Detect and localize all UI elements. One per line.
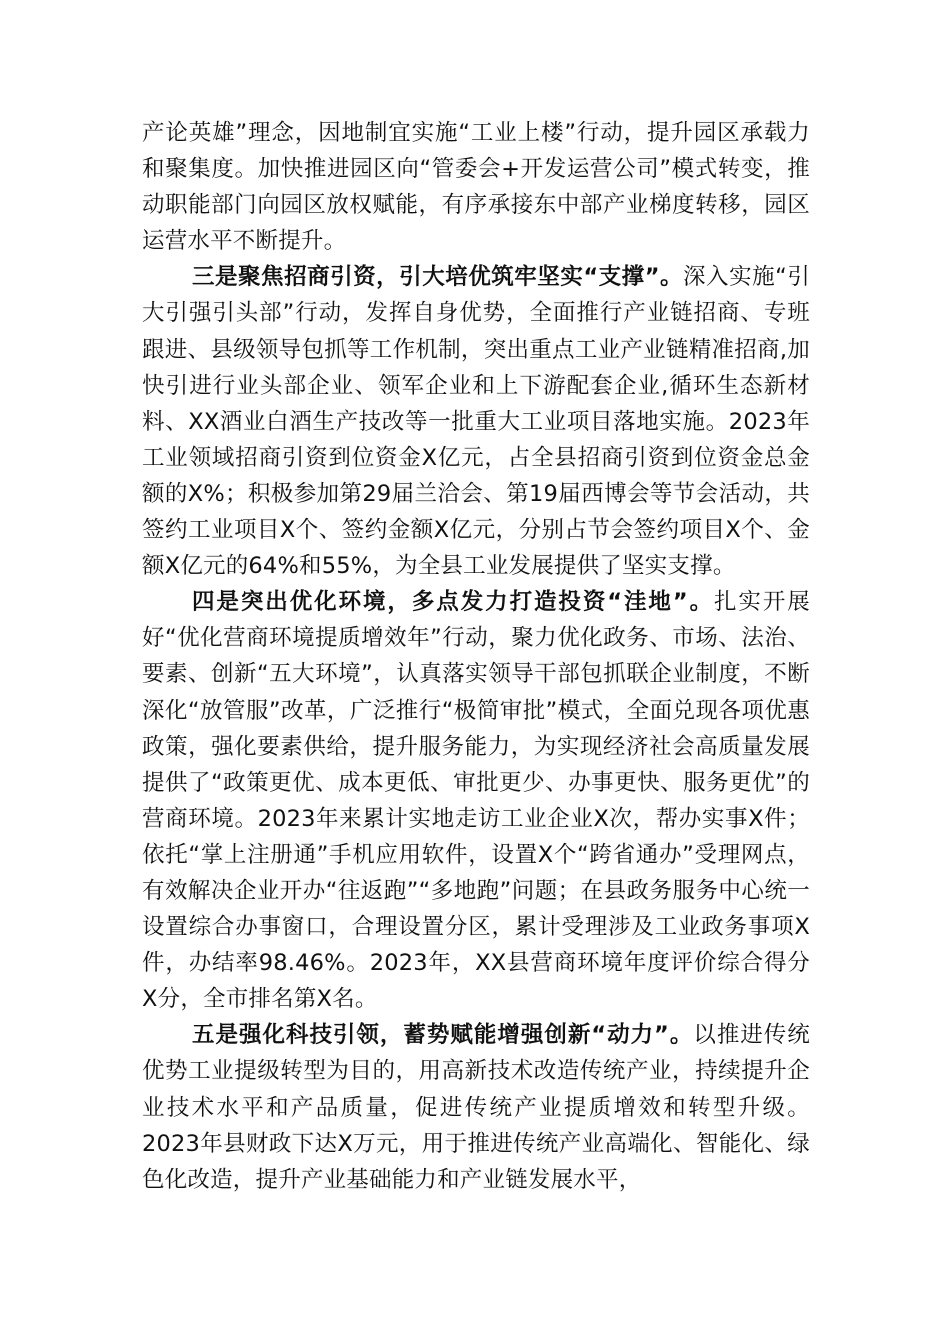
paragraph-continuation	[142, 115, 810, 259]
document-body	[142, 115, 810, 1198]
paragraph-heading: 五是强化科技引领，蓄势赋能增强创新“动力”。	[192, 1022, 694, 1049]
paragraph-business-environment	[142, 584, 810, 1017]
paragraph-body-text: 深入实施“引大引强引头部”行动，发挥自身优势，全面推行产业链招商、专班跟进、县级领导包抓等工作机制，突出重点工业产业链精准招商,加快引进行业头部企业、领军企业和上下游配套企业,循环生态新材料、XX酒业白酒生产技改等一批重大工业项目落地实施。2023年工业领域招商引资到位资金X亿元，占全县招商引资到位资金总金额的X%；积极参加第29届兰洽会、第19届西博会等节会活动，共签约工业项目X个、签约金额X亿元，分别占节会签约项目X个、金额X亿元的64%和55%，为全县工业发展提供了坚实支撑。	[142, 264, 810, 580]
paragraph-heading: 三是聚焦招商引资，引大培优筑牢坚实“支撑”。	[192, 264, 684, 291]
paragraph-body-text: 扎实开展好“优化营商环境提质增效年”行动，聚力优化政务、市场、法治、要素、创新“五大环境”，认真落实领导干部包抓联企业制度，不断深化“放管服”改革，广泛推行“极简审批”模式，全面兑现各项优惠政策，强化要素供给，提升服务能力，为实现经济社会高质量发展提供了“政策更优、成本更低、审批更少、办事更快、服务更优”的营商环境。2023年来累计实地走访工业企业X次，帮办实事X件；依托“掌上注册通”手机应用软件，设置X个“跨省通办”受理网点，有效解决企业开办“往返跑”“多地跑”问题；在县政务服务中心统一设置综合办事窗口，合理设置分区，累计受理涉及工业政务事项X件，办结率98.46%。2023年，XX县营商环境年度评价综合得分X分，全市排名第X名。	[142, 589, 810, 1013]
paragraph-body-text: 以推进传统优势工业提级转型为目的，用高新技术改造传统产业，持续提升企业技术水平和产品质量，促进传统产业提质增效和转型升级。2023年县财政下达X万元，用于推进传统产业高端化、智能化、绿色化改造，提升产业基础能力和产业链发展水平，	[142, 1022, 810, 1193]
paragraph-heading: 四是突出优化环境，多点发力打造投资“洼地”。	[192, 589, 714, 616]
paragraph-technology-innovation	[142, 1017, 810, 1197]
paragraph-body-text: 产论英雄”理念，因地制宜实施“工业上楼”行动，提升园区承载力和聚集度。加快推进园区向“管委会+开发运营公司”模式转变，推动职能部门向园区放权赋能，有序承接东中部产业梯度转移，园区运营水平不断提升。	[142, 120, 810, 255]
paragraph-investment-attraction	[142, 259, 810, 584]
